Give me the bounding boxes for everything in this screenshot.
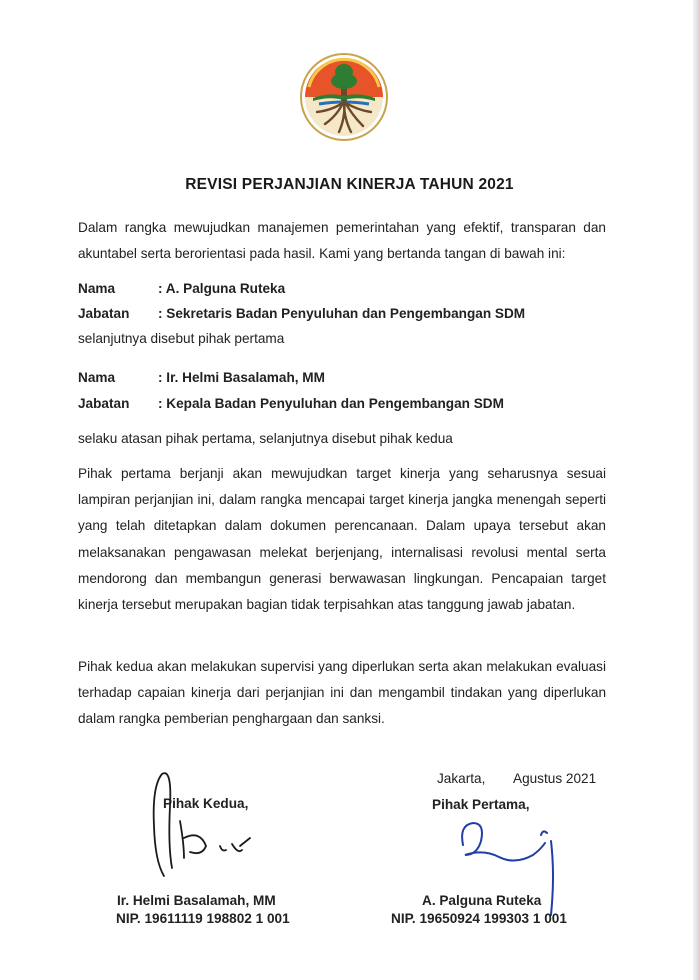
place-text: Jakarta,	[437, 771, 486, 786]
date-text: Agustus 2021	[513, 771, 597, 786]
right-signature-icon	[455, 815, 575, 925]
right-sign-heading: Pihak Pertama,	[432, 797, 530, 812]
right-sign-nip: NIP. 19650924 199303 1 001	[391, 911, 567, 926]
party2-position-label: Jabatan	[78, 396, 130, 411]
body-paragraph-1: Pihak pertama berjanji akan mewujudkan target kinerja yang seharusnya sesuai lampiran perjanjian ini, dalam rangka mencapai target kinerja jangka menengah seperti yang telah ditetapkan dalam dokumen perencanaan. Dalam upaya tersebut akan melaksanakan pengawasan melekat berjenjang, internalisasi revolusi mental serta mendorong dan membangun generasi berwawasan lingkungan. Pencapaian target kinerja tersebut merupakan bagian tidak terpisahkan atas tanggung jawab jabatan.	[78, 466, 606, 613]
party1-position-row	[78, 306, 525, 321]
left-signature-icon	[150, 766, 260, 881]
party2-name-label: Nama	[78, 370, 116, 385]
party1-note: selanjutnya disebut pihak pertama	[78, 331, 285, 346]
intro-paragraph: Dalam rangka mewujudkan manajemen pemerintahan yang efektif, transparan dan akuntabel serta berorientasi pada hasil. Kami yang bertanda tangan di bawah ini:	[78, 220, 606, 262]
party2-position-row	[78, 396, 504, 411]
party1-name-label: Nama	[78, 281, 116, 296]
party2-name-value: : Ir. Helmi Basalamah, MM	[158, 370, 325, 385]
party2-note: selaku atasan pihak pertama, selanjutnya disebut pihak kedua	[78, 431, 453, 446]
left-sign-nip: NIP. 19611119 198802 1 001	[116, 911, 290, 926]
document-title: REVISI PERJANJIAN KINERJA TAHUN 2021	[185, 176, 514, 193]
page-edge-shadow	[693, 0, 699, 980]
body-paragraph-2: Pihak kedua akan melakukan supervisi yang diperlukan serta akan melakukan evaluasi terhadap capaian kinerja dari perjanjian ini dan mengambil tindakan yang diperlukan dalam rangka pemberian penghargaan dan sanksi.	[78, 659, 606, 727]
party1-position-value: : Sekretaris Badan Penyuluhan dan Pengembangan SDM	[158, 306, 526, 321]
party1-name-row	[78, 281, 285, 296]
place-date-line	[437, 771, 596, 786]
ministry-emblem-icon	[299, 52, 389, 142]
left-sign-name: Ir. Helmi Basalamah, MM	[117, 893, 276, 908]
party1-name-value: : A. Palguna Ruteka	[158, 281, 286, 296]
right-sign-name: A. Palguna Ruteka	[422, 893, 542, 908]
party1-position-label: Jabatan	[78, 306, 130, 321]
party2-position-value: : Kepala Badan Penyuluhan dan Pengembangan SDM	[158, 396, 504, 411]
left-sign-heading: Pihak Kedua,	[163, 796, 249, 811]
party2-name-row	[78, 370, 325, 385]
